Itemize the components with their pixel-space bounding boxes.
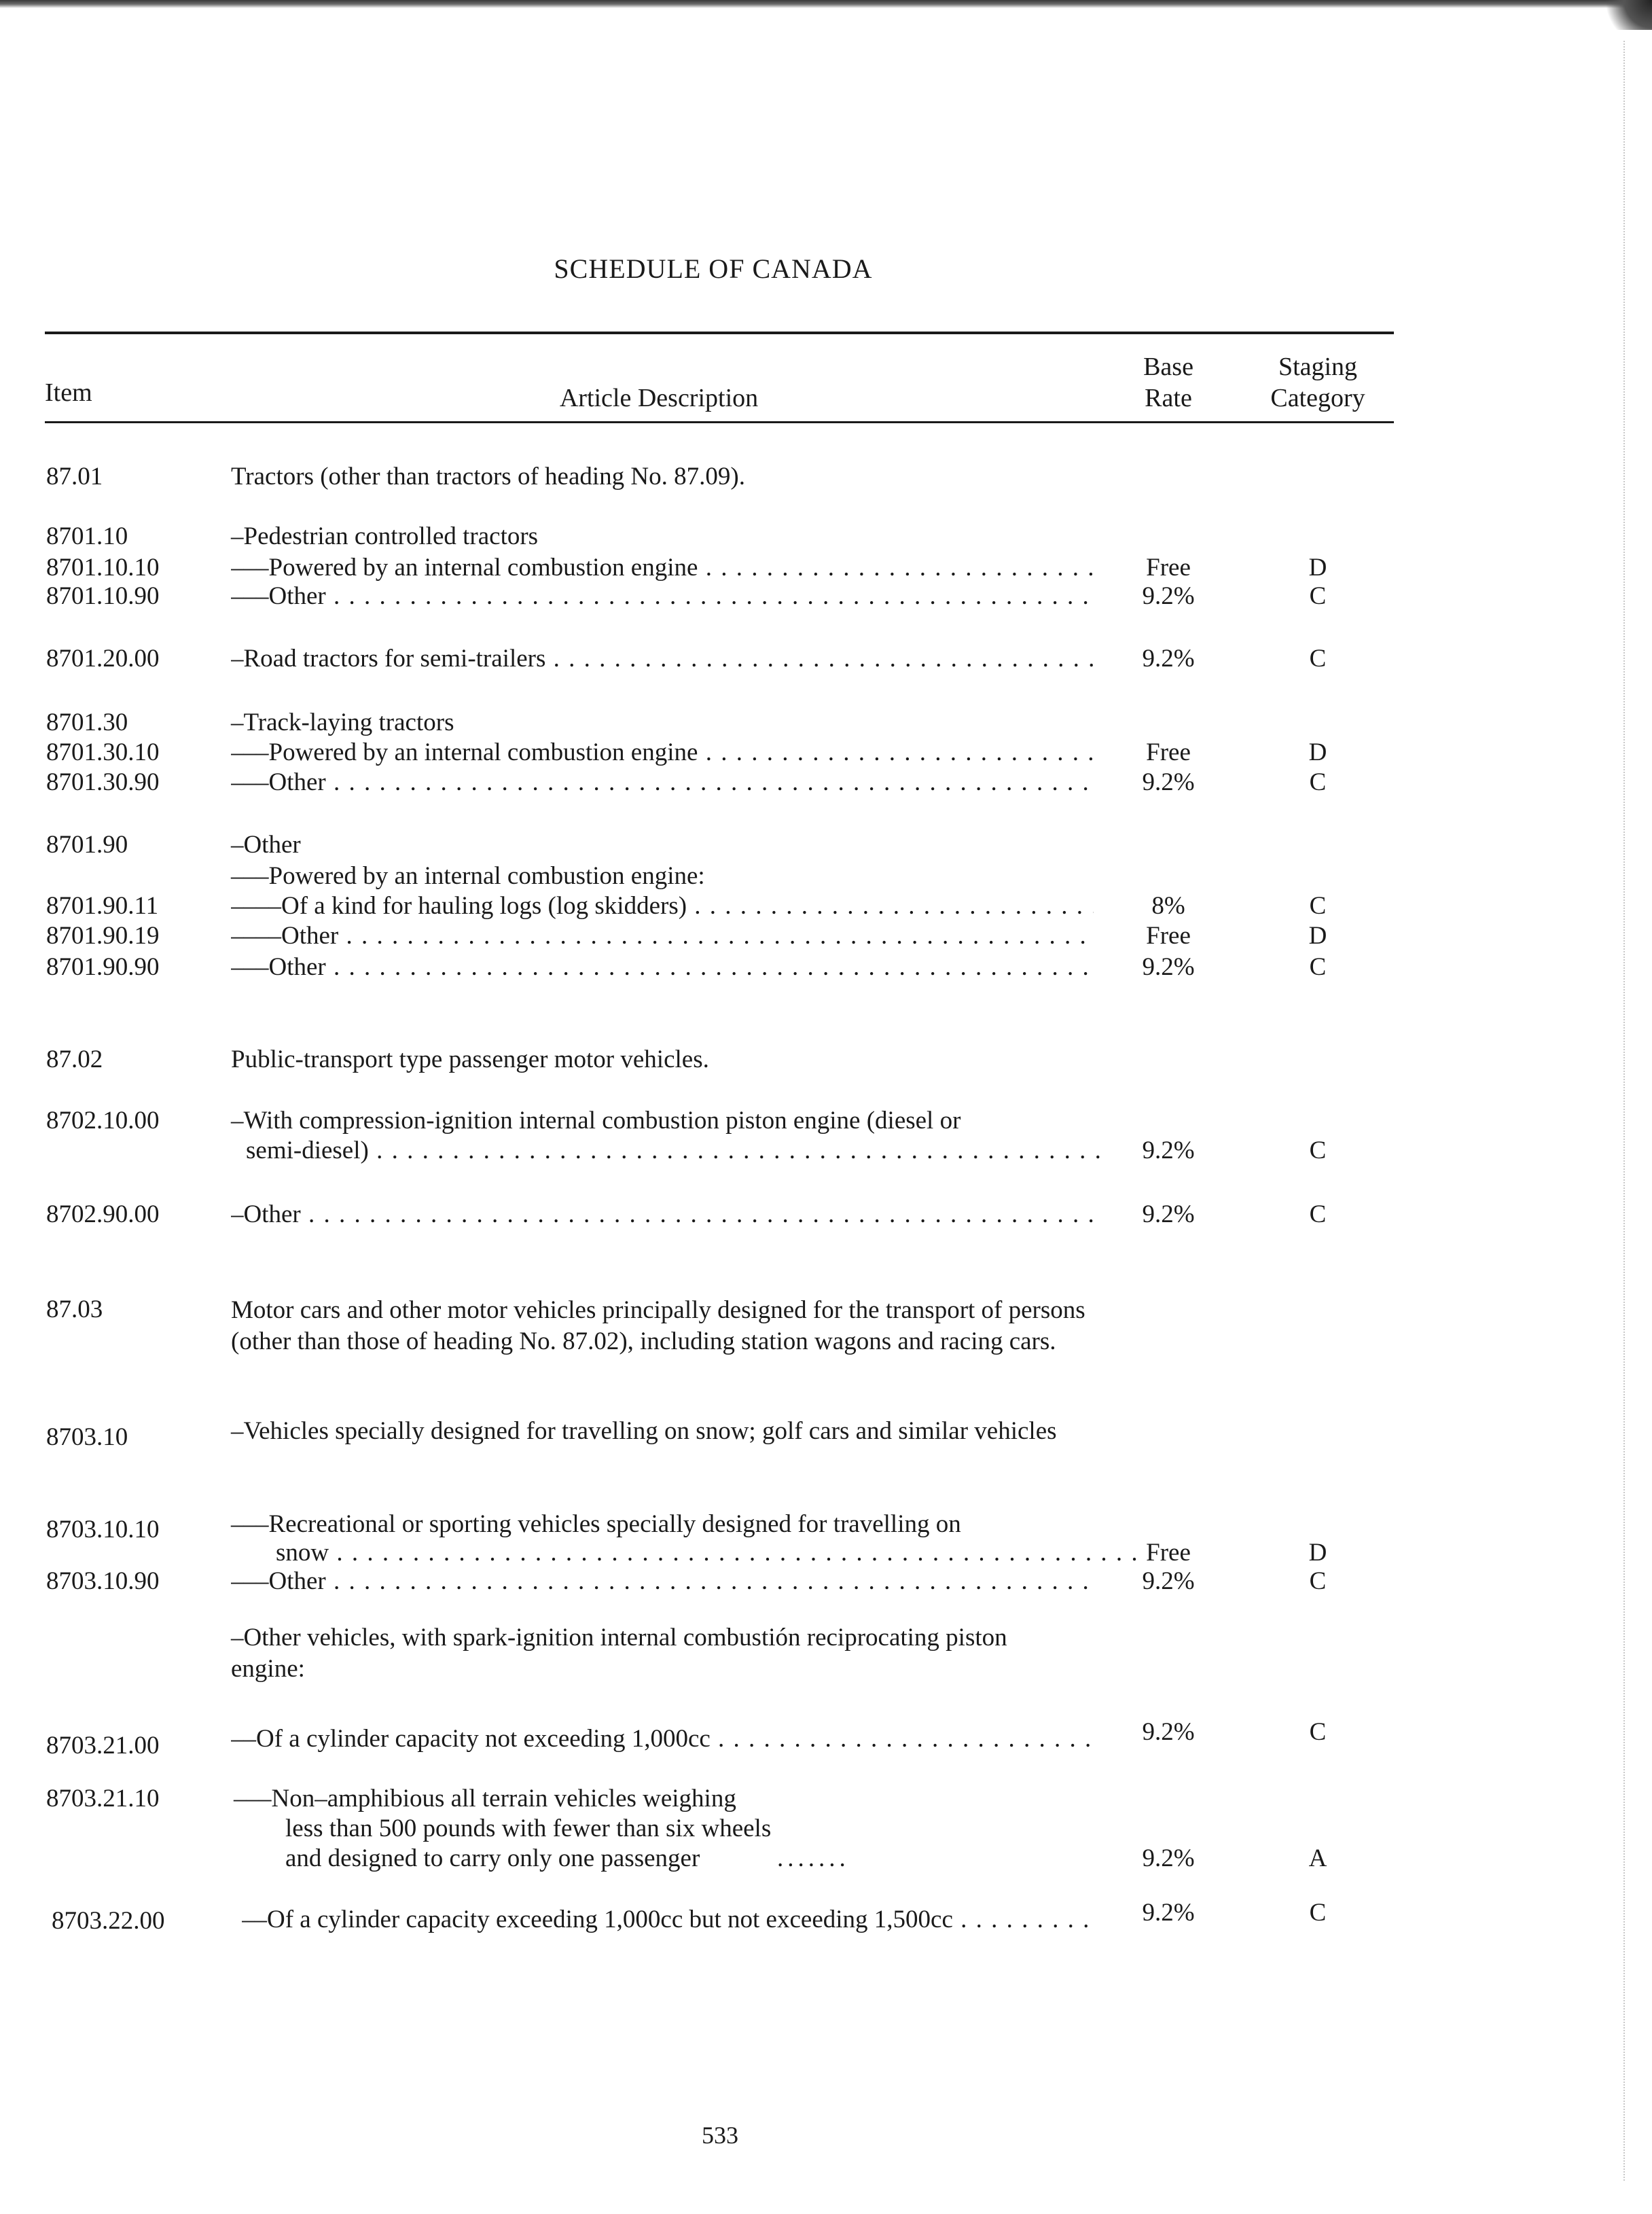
article-description: –––Powered by an internal combustion engine . . . [231, 738, 1094, 767]
article-description: ––––Other . . . [231, 921, 1094, 950]
staging-category: C [1309, 768, 1327, 796]
item-code: 8701.30 [46, 709, 128, 736]
item-code: 8701.90.19 [46, 922, 160, 950]
article-description: snow . . . [231, 1538, 1138, 1567]
item-code: 8701.90.90 [46, 953, 160, 981]
article-description: –Track-laying tractors [231, 709, 454, 736]
item-code: 8701.90 [46, 831, 128, 859]
base-rate: 9.2% [1142, 1718, 1195, 1746]
article-description: Public-transport type passenger motor vehicles. [231, 1046, 709, 1073]
article-description: –––Powered by an internal combustion engine . . . [231, 553, 1094, 582]
page-number: 533 [702, 2122, 738, 2149]
staging-category: C [1309, 1200, 1327, 1228]
article-description: –––Non–amphibious all terrain vehicles weighing [234, 1785, 736, 1813]
base-rate: 9.2% [1142, 1200, 1195, 1228]
article-description: –Other vehicles, with spark-ignition internal combustión reciprocating piston engine: [231, 1624, 1007, 1683]
article-description: ––Of a cylinder capacity not exceeding 1,000cc . . . [231, 1724, 1094, 1753]
item-code: 87.03 [46, 1296, 103, 1323]
article-description: ––Of a cylinder capacity exceeding 1,000cc but not exceeding 1,500cc . . . [242, 1905, 1095, 1934]
item-code: 8701.10.90 [46, 582, 160, 610]
item-code: 8703.22.00 [52, 1907, 165, 1935]
article-description: and designed to carry only one passenger [285, 1844, 700, 1872]
article-description: less than 500 pounds with fewer than six wheels [285, 1815, 772, 1842]
item-code: 8701.30.90 [46, 768, 160, 796]
staging-category: C [1309, 1137, 1327, 1164]
item-code: 8703.10.10 [46, 1516, 160, 1543]
article-description: –––Other . . . [231, 768, 1094, 797]
item-code: 8702.10.00 [46, 1107, 160, 1135]
staging-category: C [1309, 892, 1327, 920]
article-description: –––Other . . . [231, 582, 1094, 611]
item-code: 8703.10 [46, 1423, 128, 1451]
article-description: semi-diesel) . . . [231, 1136, 1109, 1165]
article-description: –Road tractors for semi-trailers . . . [231, 644, 1094, 673]
staging-category: C [1309, 953, 1327, 981]
base-rate: 9.2% [1142, 953, 1195, 981]
staging-category: D [1308, 554, 1327, 582]
base-rate: 9.2% [1142, 1844, 1195, 1872]
base-rate: Free [1146, 1539, 1191, 1567]
item-code: 87.01 [46, 463, 103, 490]
header-top-rule [45, 332, 1394, 334]
column-header-description: Article Description [559, 384, 759, 412]
item-code: 8701.30.10 [46, 738, 160, 766]
column-header-base-rate: Base Rate [1143, 353, 1193, 412]
staging-category: C [1309, 1718, 1327, 1746]
article-description: –––Other . . . [231, 952, 1094, 982]
item-code: 8701.90.11 [46, 892, 159, 920]
article-description: –––Powered by an internal combustion engine: [231, 862, 705, 890]
article-description: –Pedestrian controlled tractors [231, 522, 539, 550]
staging-category: A [1308, 1844, 1327, 1872]
column-header-item: Item [45, 378, 92, 407]
base-rate: 9.2% [1142, 768, 1195, 796]
base-rate: 9.2% [1142, 1137, 1195, 1164]
item-code: 8703.10.90 [46, 1567, 160, 1595]
item-code: 8701.10.10 [46, 554, 160, 582]
item-code: 8701.20.00 [46, 645, 160, 673]
article-description: –––Recreational or sporting vehicles specially designed for travelling on [231, 1510, 961, 1538]
article-description: Tractors (other than tractors of heading No. 87.09). [231, 463, 745, 490]
article-description: –––Other . . . [231, 1567, 1094, 1596]
item-code: 8701.10 [46, 522, 128, 550]
base-rate: Free [1146, 554, 1191, 582]
base-rate: 9.2% [1142, 582, 1195, 610]
item-code: 8702.90.00 [46, 1200, 160, 1228]
article-description: ––––Of a kind for hauling logs (log skidders) . . . [231, 891, 1094, 921]
article-description: –Other . . . [231, 1200, 1094, 1229]
item-code: 8703.21.00 [46, 1732, 160, 1760]
scan-corner-shadow [1598, 0, 1652, 30]
base-rate: 9.2% [1142, 645, 1195, 673]
item-code: 87.02 [46, 1046, 103, 1073]
article-description: –With compression-ignition internal combustion piston engine (diesel or [231, 1107, 961, 1135]
staging-category: D [1308, 738, 1327, 766]
staging-category: C [1309, 1899, 1327, 1927]
base-rate: 9.2% [1142, 1567, 1195, 1595]
header-bottom-rule [45, 421, 1394, 423]
item-code: 8703.21.10 [46, 1785, 160, 1813]
base-rate: 8% [1151, 892, 1185, 920]
base-rate: Free [1146, 738, 1191, 766]
staging-category: C [1309, 582, 1327, 610]
column-header-staging-category: Staging Category [1270, 353, 1365, 412]
page-title: SCHEDULE OF CANADA [554, 253, 873, 284]
article-description: Motor cars and other motor vehicles principally designed for the transport of persons (other than those of heading No. 87.02), including station wagons and racing cars. [231, 1296, 1085, 1355]
base-rate: 9.2% [1142, 1899, 1195, 1927]
leader-dots: ....... [777, 1844, 850, 1872]
article-description: –Vehicles specially designed for travelling on snow; golf cars and similar vehicles [231, 1417, 1057, 1445]
staging-category: C [1309, 1567, 1327, 1595]
scan-top-edge [0, 0, 1652, 8]
article-description: –Other [231, 831, 301, 859]
staging-category: D [1308, 922, 1327, 950]
staging-category: D [1308, 1539, 1327, 1567]
staging-category: C [1309, 645, 1327, 673]
base-rate: Free [1146, 922, 1191, 950]
